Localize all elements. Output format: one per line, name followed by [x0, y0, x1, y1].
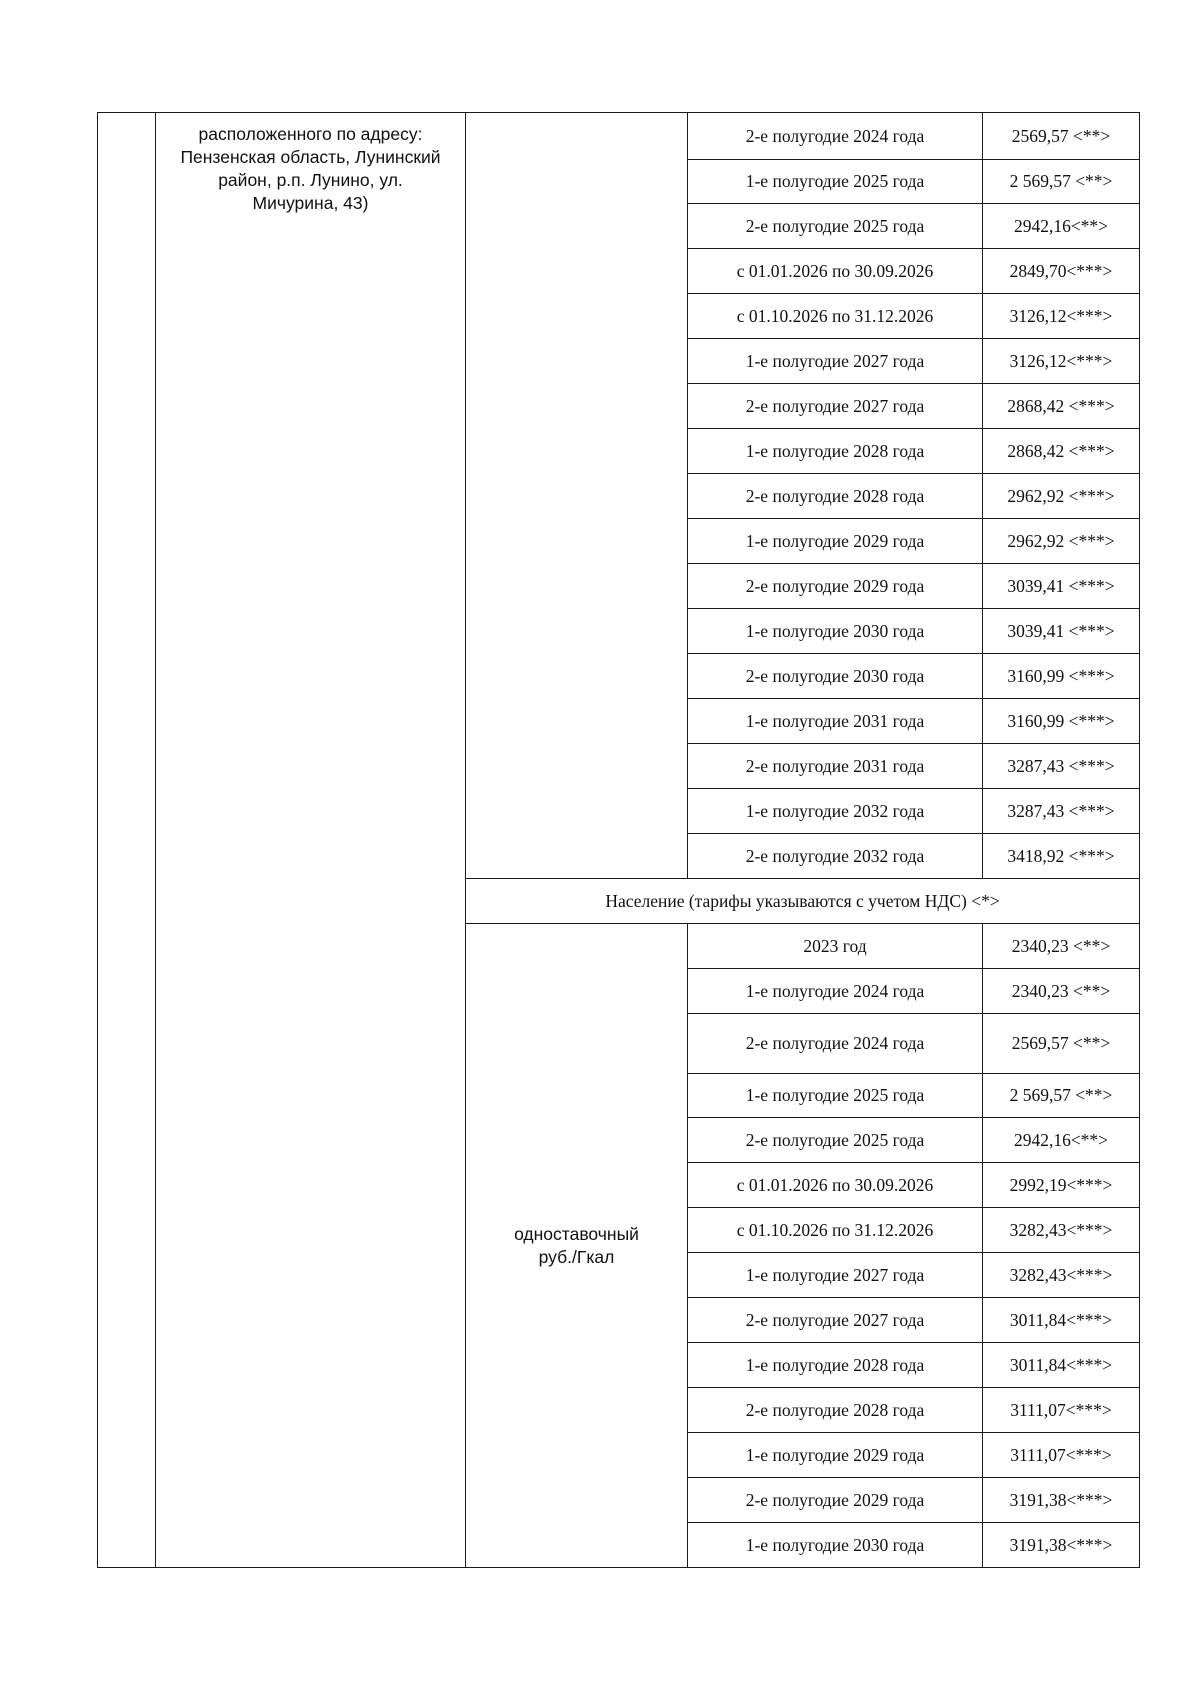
- tariff-value-cell: 2962,92 <***>: [983, 474, 1140, 519]
- period-cell: 2-е полугодие 2024 года: [688, 1014, 983, 1074]
- tariff-type-cell: [466, 924, 688, 1568]
- tariff-value-cell: 3287,43 <***>: [983, 744, 1140, 789]
- period-cell: с 01.01.2026 по 30.09.2026: [688, 1163, 983, 1208]
- period-cell: 1-е полугодие 2025 года: [688, 1074, 983, 1118]
- tariff-value-cell: 3111,07<***>: [983, 1388, 1140, 1433]
- period-cell: с 01.10.2026 по 31.12.2026: [688, 1208, 983, 1253]
- tariff-value-cell: 2962,92 <***>: [983, 519, 1140, 564]
- table-row: [98, 113, 1140, 160]
- tariff-value-cell: 3282,43<***>: [983, 1253, 1140, 1298]
- period-cell: 1-е полугодие 2031 года: [688, 699, 983, 744]
- section-population-label: Население (тарифы указываются с учетом НДС) <*>: [466, 879, 1140, 924]
- address-line: район, р.п. Лунино, ул.: [218, 170, 403, 190]
- tariff-value-cell: 3039,41 <***>: [983, 564, 1140, 609]
- tariff-value-cell: 2340,23 <**>: [983, 924, 1140, 969]
- period-cell: 1-е полугодие 2027 года: [688, 1253, 983, 1298]
- tariff-value-cell: 3126,12<***>: [983, 294, 1140, 339]
- tariff-value-cell: 3160,99 <***>: [983, 699, 1140, 744]
- tariff-value-cell: 3039,41 <***>: [983, 609, 1140, 654]
- period-cell: 2-е полугодие 2024 года: [688, 113, 983, 160]
- tariff-value-cell: 3191,38<***>: [983, 1478, 1140, 1523]
- tariff-value-cell: 3011,84<***>: [983, 1343, 1140, 1388]
- period-cell: 2-е полугодие 2027 года: [688, 1298, 983, 1343]
- tariff-value-cell: 2942,16<**>: [983, 204, 1140, 249]
- period-cell: 2-е полугодие 2028 года: [688, 1388, 983, 1433]
- period-cell: 1-е полугодие 2028 года: [688, 429, 983, 474]
- period-cell: 1-е полугодие 2029 года: [688, 519, 983, 564]
- period-cell: 2-е полугодие 2031 года: [688, 744, 983, 789]
- period-cell: 2023 год: [688, 924, 983, 969]
- address-line: Пензенская область, Лунинский: [180, 147, 441, 167]
- period-cell: 2-е полугодие 2030 года: [688, 654, 983, 699]
- period-cell: 2-е полугодие 2025 года: [688, 1118, 983, 1163]
- tariff-type-line: руб./Гкал: [538, 1246, 615, 1267]
- tariff-value-cell: 2 569,57 <**>: [983, 1074, 1140, 1118]
- period-cell: 2-е полугодие 2027 года: [688, 384, 983, 429]
- tariff-value-cell: 3011,84<***>: [983, 1298, 1140, 1343]
- period-cell: 1-е полугодие 2030 года: [688, 609, 983, 654]
- address-cell: [156, 113, 466, 1568]
- tariff-value-cell: 3160,99 <***>: [983, 654, 1140, 699]
- tariff-value-cell: 2569,57 <**>: [983, 1014, 1140, 1074]
- tariff-table: [97, 112, 1140, 1568]
- period-cell: 1-е полугодие 2032 года: [688, 789, 983, 834]
- period-cell: 1-е полугодие 2030 года: [688, 1523, 983, 1568]
- period-cell: 1-е полугодие 2028 года: [688, 1343, 983, 1388]
- tariff-value-cell: 3126,12<***>: [983, 339, 1140, 384]
- tariff-value-cell: 2849,70<***>: [983, 249, 1140, 294]
- tariff-type-line: одноставочный: [514, 1223, 639, 1244]
- row-number-cell: [98, 113, 156, 1568]
- period-cell: 1-е полугодие 2025 года: [688, 160, 983, 204]
- address-line: Мичурина, 43): [252, 193, 369, 213]
- period-cell: 1-е полугодие 2027 года: [688, 339, 983, 384]
- tariff-type-cell-empty: [466, 113, 688, 879]
- tariff-value-cell: 2569,57 <**>: [983, 113, 1140, 160]
- address-line: расположенного по адресу:: [198, 124, 423, 144]
- period-cell: 2-е полугодие 2032 года: [688, 834, 983, 879]
- period-cell: с 01.01.2026 по 30.09.2026: [688, 249, 983, 294]
- tariff-value-cell: 2868,42 <***>: [983, 384, 1140, 429]
- tariff-value-cell: 3282,43<***>: [983, 1208, 1140, 1253]
- tariff-value-cell: 3418,92 <***>: [983, 834, 1140, 879]
- tariff-value-cell: 3111,07<***>: [983, 1433, 1140, 1478]
- tariff-value-cell: 2 569,57 <**>: [983, 160, 1140, 204]
- period-cell: с 01.10.2026 по 31.12.2026: [688, 294, 983, 339]
- tariff-value-cell: 2942,16<**>: [983, 1118, 1140, 1163]
- tariff-value-cell: 3191,38<***>: [983, 1523, 1140, 1568]
- tariff-value-cell: 2868,42 <***>: [983, 429, 1140, 474]
- tariff-value-cell: 3287,43 <***>: [983, 789, 1140, 834]
- period-cell: 2-е полугодие 2028 года: [688, 474, 983, 519]
- tariff-value-cell: 2992,19<***>: [983, 1163, 1140, 1208]
- tariff-value-cell: 2340,23 <**>: [983, 969, 1140, 1014]
- period-cell: 2-е полугодие 2029 года: [688, 564, 983, 609]
- period-cell: 2-е полугодие 2029 года: [688, 1478, 983, 1523]
- period-cell: 1-е полугодие 2029 года: [688, 1433, 983, 1478]
- period-cell: 1-е полугодие 2024 года: [688, 969, 983, 1014]
- period-cell: 2-е полугодие 2025 года: [688, 204, 983, 249]
